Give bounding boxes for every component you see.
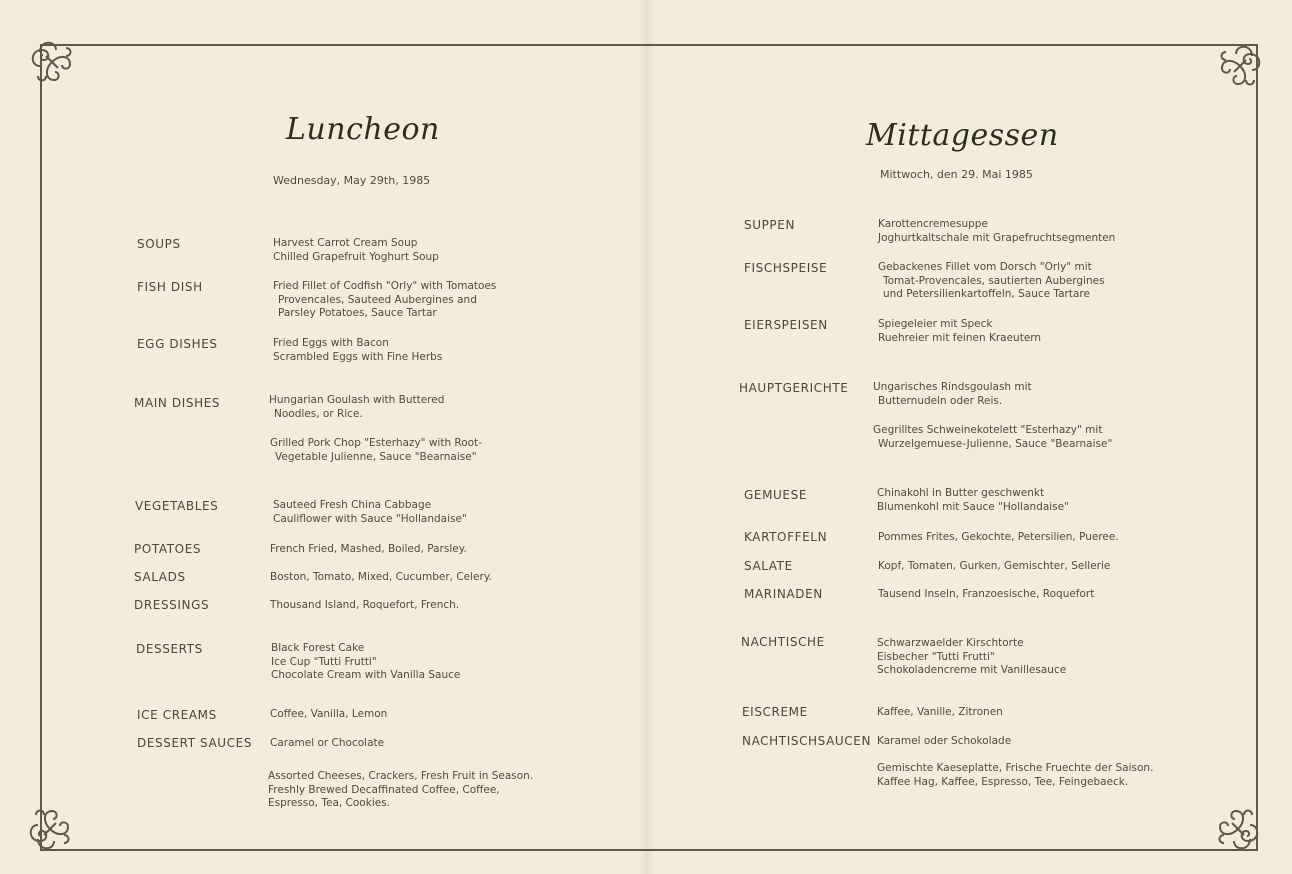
category-label: SALATE [744,559,793,573]
menu-item: Spiegeleier mit Speck Ruehreier mit feinen Kraeutern [878,318,1042,344]
menu-item: Coffee, Vanilla, Lemon [270,708,388,720]
menu-item: Karamel oder Schokolade [877,735,1012,747]
menu-item: Chinakohl in Butter geschwenkt Blumenkohl mit Sauce "Hollandaise" [877,487,1069,513]
menu-item: Tausend Inseln, Franzoesische, Roquefort [878,588,1095,600]
menu-item: Schwarzwaelder Kirschtorte Eisbecher "Tutti Frutti" Schokoladencreme mit Vanillesauce [877,637,1067,676]
category-label: GEMUESE [744,488,807,502]
menu-item: Caramel or Chocolate [270,737,385,749]
corner-flourish-icon [26,36,78,88]
menu-item: Gebackenes Fillet vom Dorsch "Orly" mit Tomat-Provencales, sautierten Aubergines und Petersilienkartoffeln, Sauce Tartare [878,261,1105,300]
menu-item: Sauteed Fresh China Cabbage Cauliflower with Sauce "Hollandaise" [273,499,467,525]
menu-item: Ungarisches Rindsgoulash mit Butternudeln oder Reis. [873,381,1032,407]
menu-item: Pommes Frites, Gekochte, Petersilien, Pueree. [878,531,1119,543]
menu-item: Thousand Island, Roquefort, French. [270,599,460,611]
category-label: FISH DISH [137,280,203,294]
menu-item: Fried Eggs with Bacon Scrambled Eggs with Fine Herbs [273,337,443,363]
category-label: EISCREME [742,705,808,719]
category-label: SOUPS [137,237,181,251]
menu-item: Gegrilltes Schweinekotelett "Esterhazy" mit Wurzelgemuese-Julienne, Sauce "Bearnaise" [873,424,1113,450]
corner-flourish-icon [24,803,76,855]
page-title: Luncheon [286,112,440,147]
menu-item: Kopf, Tomaten, Gurken, Gemischter, Sellerie [878,560,1111,572]
category-label: HAUPTGERICHTE [739,381,849,395]
category-label: EIERSPEISEN [744,318,828,332]
corner-flourish-icon [1212,803,1264,855]
menu-item: Grilled Pork Chop "Esterhazy" with Root- Vegetable Julienne, Sauce "Bearnaise" [270,437,483,463]
menu-item: Harvest Carrot Cream Soup Chilled Grapefruit Yoghurt Soup [273,237,439,263]
category-label: DESSERTS [136,642,203,656]
menu-item: Assorted Cheeses, Crackers, Fresh Fruit in Season. Freshly Brewed Decaffinated Coffee, Coffee, Espresso, Tea, Cookies. [268,770,534,809]
category-label: DRESSINGS [134,598,210,612]
category-label: SALADS [134,570,186,584]
menu-item: French Fried, Mashed, Boiled, Parsley. [270,543,467,555]
category-label: MARINADEN [744,587,823,601]
page-title: Mittagessen [866,118,1059,153]
category-label: EGG DISHES [137,337,218,351]
category-label: ICE CREAMS [137,708,217,722]
menu-item: Boston, Tomato, Mixed, Cucumber, Celery. [270,571,492,583]
corner-flourish-icon [1214,40,1266,92]
category-label: POTATOES [134,542,202,556]
category-label: NACHTISCHSAUCEN [742,734,872,748]
menu-item: Black Forest Cake Ice Cup "Tutti Frutti" Chocolate Cream with Vanilla Sauce [271,642,461,681]
category-label: VEGETABLES [135,499,219,513]
category-label: SUPPEN [744,218,796,232]
menu-item: Kaffee, Vanille, Zitronen [877,706,1003,718]
category-label: FISCHSPEISE [744,261,828,275]
category-label: DESSERT SAUCES [137,736,253,750]
category-label: MAIN DISHES [134,396,221,410]
category-label: NACHTISCHE [741,635,825,649]
menu-item: Fried Fillet of Codfish "Orly" with Tomatoes Provencales, Sauteed Aubergines and Parsley Potatoes, Sauce Tartar [273,280,497,319]
menu-item: Hungarian Goulash with Buttered Noodles, or Rice. [269,394,445,420]
menu-date: Wednesday, May 29th, 1985 [273,174,431,187]
menu-item: Karottencremesuppe Joghurtkaltschale mit Grapefruchtsegmenten [878,218,1116,244]
category-label: KARTOFFELN [744,530,828,544]
menu-date: Mittwoch, den 29. Mai 1985 [880,168,1033,181]
menu-item: Gemischte Kaeseplatte, Frische Fruechte der Saison. Kaffee Hag, Kaffee, Espresso, Tee, Feingebaeck. [877,762,1154,788]
